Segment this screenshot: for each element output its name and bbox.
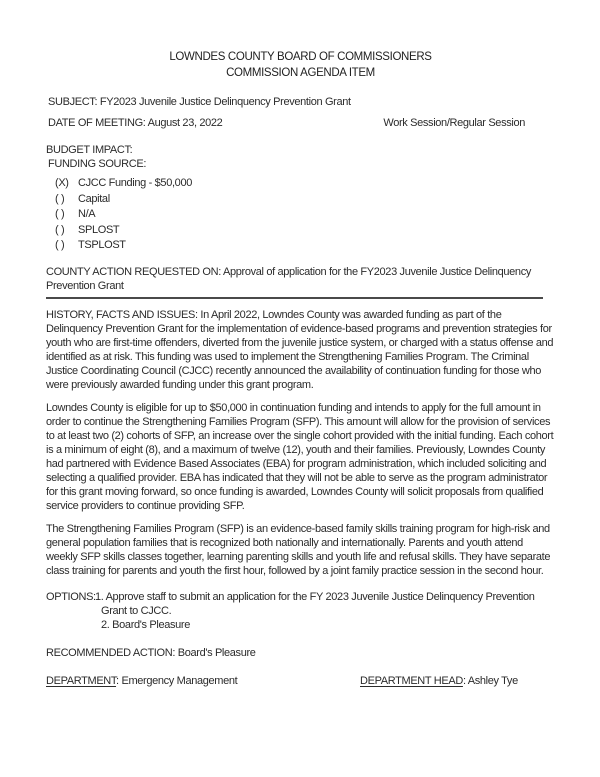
options-label: OPTIONS: <box>46 590 96 603</box>
department-head-field <box>360 674 518 688</box>
funding-option-na <box>55 207 555 223</box>
county-action-requested: COUNTY ACTION REQUESTED ON: Approval of application for the FY2023 Juvenile Justice Delinquency Prevention Grant <box>46 265 543 299</box>
funding-source-label: FUNDING SOURCE: <box>48 158 147 170</box>
session-type: Work Session/Regular Session <box>383 117 525 129</box>
department-head-label: DEPARTMENT HEAD <box>360 674 463 687</box>
funding-option-label: Capital <box>78 192 110 205</box>
funding-option-capital <box>55 192 555 208</box>
checkbox-unchecked: ( ) <box>55 223 65 236</box>
funding-option-splost <box>55 223 555 239</box>
option-item-2: 2. Board's Pleasure <box>101 618 191 631</box>
funding-option-label: N/A <box>78 208 96 220</box>
recommended-action: RECOMMENDED ACTION: Board's Pleasure <box>46 646 256 659</box>
checkbox-checked: (X) <box>55 177 69 189</box>
document-title <box>46 50 555 81</box>
funding-option-tsplost <box>55 238 555 254</box>
org-name: LOWNDES COUNTY BOARD OF COMMISSIONERS <box>169 51 432 63</box>
department-row <box>46 674 555 688</box>
options-section <box>46 590 555 632</box>
funding-option-label: SPLOST <box>78 223 120 236</box>
history-paragraph-1: HISTORY, FACTS AND ISSUES: In April 2022, Lowndes County was awarded funding as part of the Delinquency Prevention Grant for the implementation of evidence-based programs and prevention strategies for youth who are first-time offenders, diverted from the juvenile justice system, or charged with a status offense and identified as at risk. This funding was used to implement the Strengthening Families Program. The Criminal Justice Coordinating Council (CJCC) recently announced the availability of continuation funding for those who were previously awarded funding under this grant program. <box>46 308 554 391</box>
checkbox-unchecked: ( ) <box>55 208 65 220</box>
department-field <box>46 674 360 688</box>
doc-type: COMMISSION AGENDA ITEM <box>226 66 375 79</box>
funding-option-label: TSPLOST <box>78 239 126 251</box>
budget-impact-label: BUDGET IMPACT: <box>46 144 133 156</box>
funding-option-label: CJCC Funding - $50,000 <box>78 177 192 189</box>
checkbox-unchecked: ( ) <box>55 239 65 251</box>
department-label: DEPARTMENT <box>46 674 117 687</box>
history-paragraph-3: The Strengthening Families Program (SFP) is an evidence-based family skills training program for high-risk and general population families that is recognized both nationally and internationally. Parents and youth attend weekly SFP skills classes together, learning parenting skills and youth life and refusal skills. They have separate class training for parents and youth the first hour, followed by a joint family practice session in the second hour. <box>46 522 551 577</box>
department-head-value: : Ashley Tye <box>462 674 518 687</box>
date-of-meeting: DATE OF MEETING: August 23, 2022 <box>48 117 223 129</box>
options-items <box>95 590 555 632</box>
funding-source-list <box>55 176 555 254</box>
option-item-1: 1. Approve staff to submit an application for the FY 2023 Juvenile Justice Delinquency Prevention Grant to CJCC. <box>95 590 535 617</box>
subject-line: SUBJECT: FY2023 Juvenile Justice Delinquency Prevention Grant <box>48 96 351 108</box>
department-value: : Emergency Management <box>116 674 238 687</box>
checkbox-unchecked: ( ) <box>55 192 65 205</box>
date-row <box>46 116 555 130</box>
history-paragraph-2: Lowndes County is eligible for up to $50,000 in continuation funding and intends to apply for the full amount in order to continue the Strengthening Families Program (SFP). This amount will allow for the provision of services to at least two (2) cohorts of SFP, an increase over the single cohort provided with the initial funding. Each cohort is a minimum of eight (8), and a maximum of twelve (12), youth and their families. Previously, Lowndes County had partnered with Evidence Based Associates (EBA) for program administration, which included soliciting and selecting a qualified provider. EBA has indicated that they will not be able to serve as the program administrator for this grant moving forward, so once funding is awarded, Lowndes County will solicit proposals from qualified service providers to continue providing SFP. <box>46 401 554 512</box>
funding-option-cjcc <box>55 176 555 192</box>
